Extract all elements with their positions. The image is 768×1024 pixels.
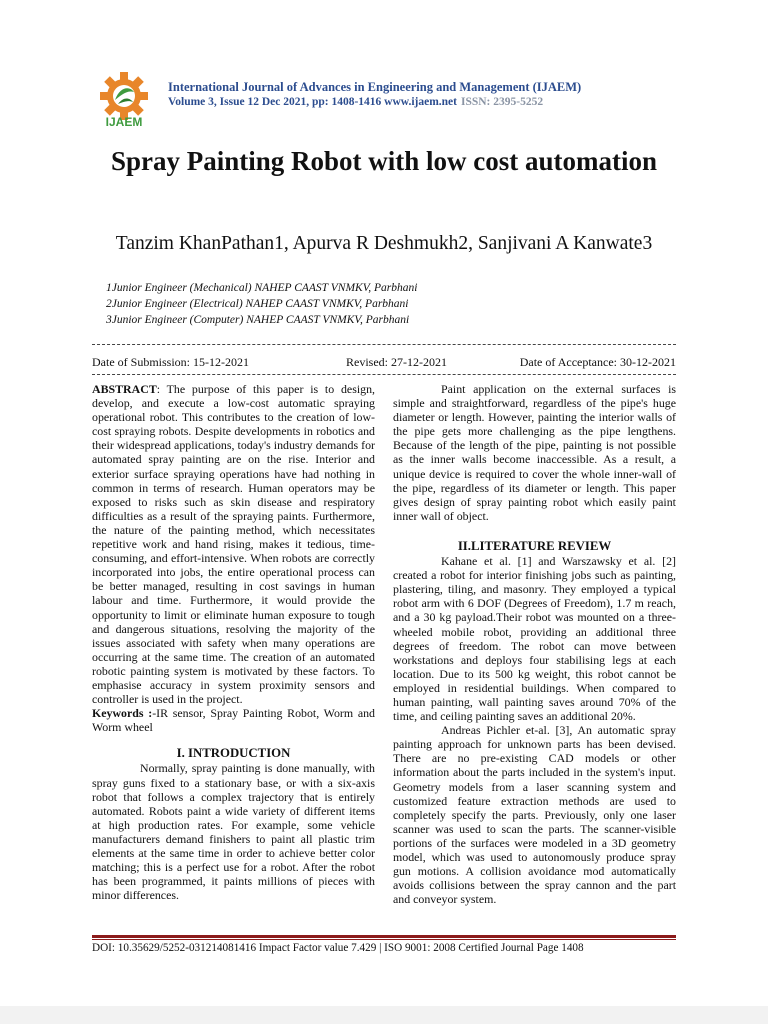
authors: Tanzim KhanPathan1, Apurva R Deshmukh2, Sanjivani A Kanwate3 — [115, 233, 653, 254]
right-intro-text: Paint application on the external surfaces is simple and straightforward, regardless of the pipe's huge diameter or length. However, painting the interior walls of the pipe gets more challenging as the pipe lengthens. Because of the length of the pipe, painting is not possible as the inner walls become inaccessible. As a result, a unique device is required to cover the whole inner-wall of the pipe, regardless of its diameter or length. This paper gives design of spray painting robot which easily paint inner wall of object. — [393, 382, 676, 523]
paper-title: Spray Painting Robot with low cost automation — [110, 146, 658, 176]
literature-para-1: Kahane et al. [1] and Warszawsky et al. [2] created a robot for interior finishing jobs such as painting, plastering, tiling, and masonry. They employed a typical robot arm with 6 DOF (Degrees of Freedom), 1.7 m reach, and a 30 kg payload.Their robot was mounted on a three-wheeled mobile robot, providing an additional three degrees of freedom. The robot can move between workstations and deploys four stabilising legs at each location. Due to its 500 kg weight, this robot cannot be employed in residential buildings. When compared to human painting, wall painting saves around 70% of the time, and ceiling painting saves an additional 20%. — [393, 554, 676, 724]
affiliations — [106, 280, 666, 328]
affiliation-2: 2Junior Engineer (Electrical) NAHEP CAAST VNMKV, Parbhani — [106, 298, 409, 310]
journal-header — [90, 68, 690, 128]
date-revised: Revised: 27-12-2021 — [346, 355, 447, 369]
introduction-heading: I. INTRODUCTION — [176, 746, 291, 761]
svg-text:IJAEM: IJAEM — [105, 115, 143, 128]
dates-row — [92, 355, 676, 369]
keywords: Keywords :-IR sensor, Spray Painting Robot, Worm and Worm wheel — [92, 706, 375, 735]
issn: ISSN: 2395-5252 — [460, 96, 544, 108]
introduction-text: Normally, spray painting is done manually, with spray guns fixed to a stationary base, or with a six-axis robot that follows a complex trajectory that is entirely automated. Robots paint a wide variety of different items at high production rates. For example, some vehicle manufacturers demand finishers to paint all plastic trim elements at the same time in order to achieve better color matching; this is a perfect use for a robot. After the robot has been programmed, it paints millions of pieces with minor differences. — [92, 761, 375, 903]
abstract: ABSTRACT: The purpose of this paper is to design, develop, and execute a low-cost automatic spraying operational robot. This contributes to the creation of low-cost spraying robots. Despite developments in robotics and their widespread applications, today's industry demands for automated spray painting are on the rise. Interior and exterior surface spraying operations have had nothing in common in terms of research. Human operators may be exposed to risks such as skin disease and respiratory difficulties as a result of the spraying paints. Furthermore, the nature of the painting method, which necessitates repetitive work and hand rising, makes it tedious, time-consuming, and effort-intensive. When robots are correctly incorporated into jobs, the entire operational process can be better managed, resulting in cost savings in human labour and time. Furthermore, it would provide the opportunity to limit or eliminate human exposure to tough and dangerous situations, resolving the majority of the issues associated with safety when many operations are occurring at the same time. The creation of an automated robotic painting system is motivated by these factors. To emphasise accuracy in system proximity sensors and controller is used in the project. — [92, 382, 375, 707]
literature-para-2: Andreas Pichler et-al. [3], An automatic spray painting approach for unknown parts has been devised. There are no pre-existing CAD models or other information about the parts included in the system's input. Geometry models from a laser scanning system and customized feature extraction methods are used to completely specify the parts. Previously, only one laser scanner was used to scan the parts. The scanner-visible portions of the surfaces were modeled in a 3D geometry model, which was used to autonomously produce spray gun motions. A collision avoidance mod automatically avoids collisions between the spray cannon and the part and conveyor system. — [393, 723, 676, 907]
footer-rule-thin — [92, 939, 676, 940]
affiliation-1: 1Junior Engineer (Mechanical) NAHEP CAAST VNMKV, Parbhani — [106, 282, 418, 294]
divider-top — [92, 344, 676, 345]
divider-bottom — [92, 374, 676, 375]
viewer-bottom-bar — [0, 1006, 768, 1024]
ijaem-logo-icon — [90, 70, 162, 128]
volume-line: Volume 3, Issue 12 Dec 2021, pp: 1408-1416 www.ijaem.net ISSN: 2395-5252 — [168, 96, 544, 108]
literature-heading: II.LITERATURE REVIEW — [457, 538, 612, 553]
affiliation-3: 3Junior Engineer (Computer) NAHEP CAAST VNMKV, Parbhani — [106, 314, 410, 326]
date-acceptance: Date of Acceptance: 30-12-2021 — [519, 355, 676, 369]
journal-name: International Journal of Advances in Engineering and Management (IJAEM) — [168, 80, 582, 94]
footer-rule — [92, 935, 676, 938]
left-column — [92, 382, 375, 902]
page-footer: DOI: 10.35629/5252-031214081416 Impact Factor value 7.429 | ISO 9001: 2008 Certified Journal Page 1408 — [92, 942, 584, 954]
date-submission: Date of Submission: 15-12-2021 — [92, 355, 249, 369]
right-column — [393, 382, 676, 906]
